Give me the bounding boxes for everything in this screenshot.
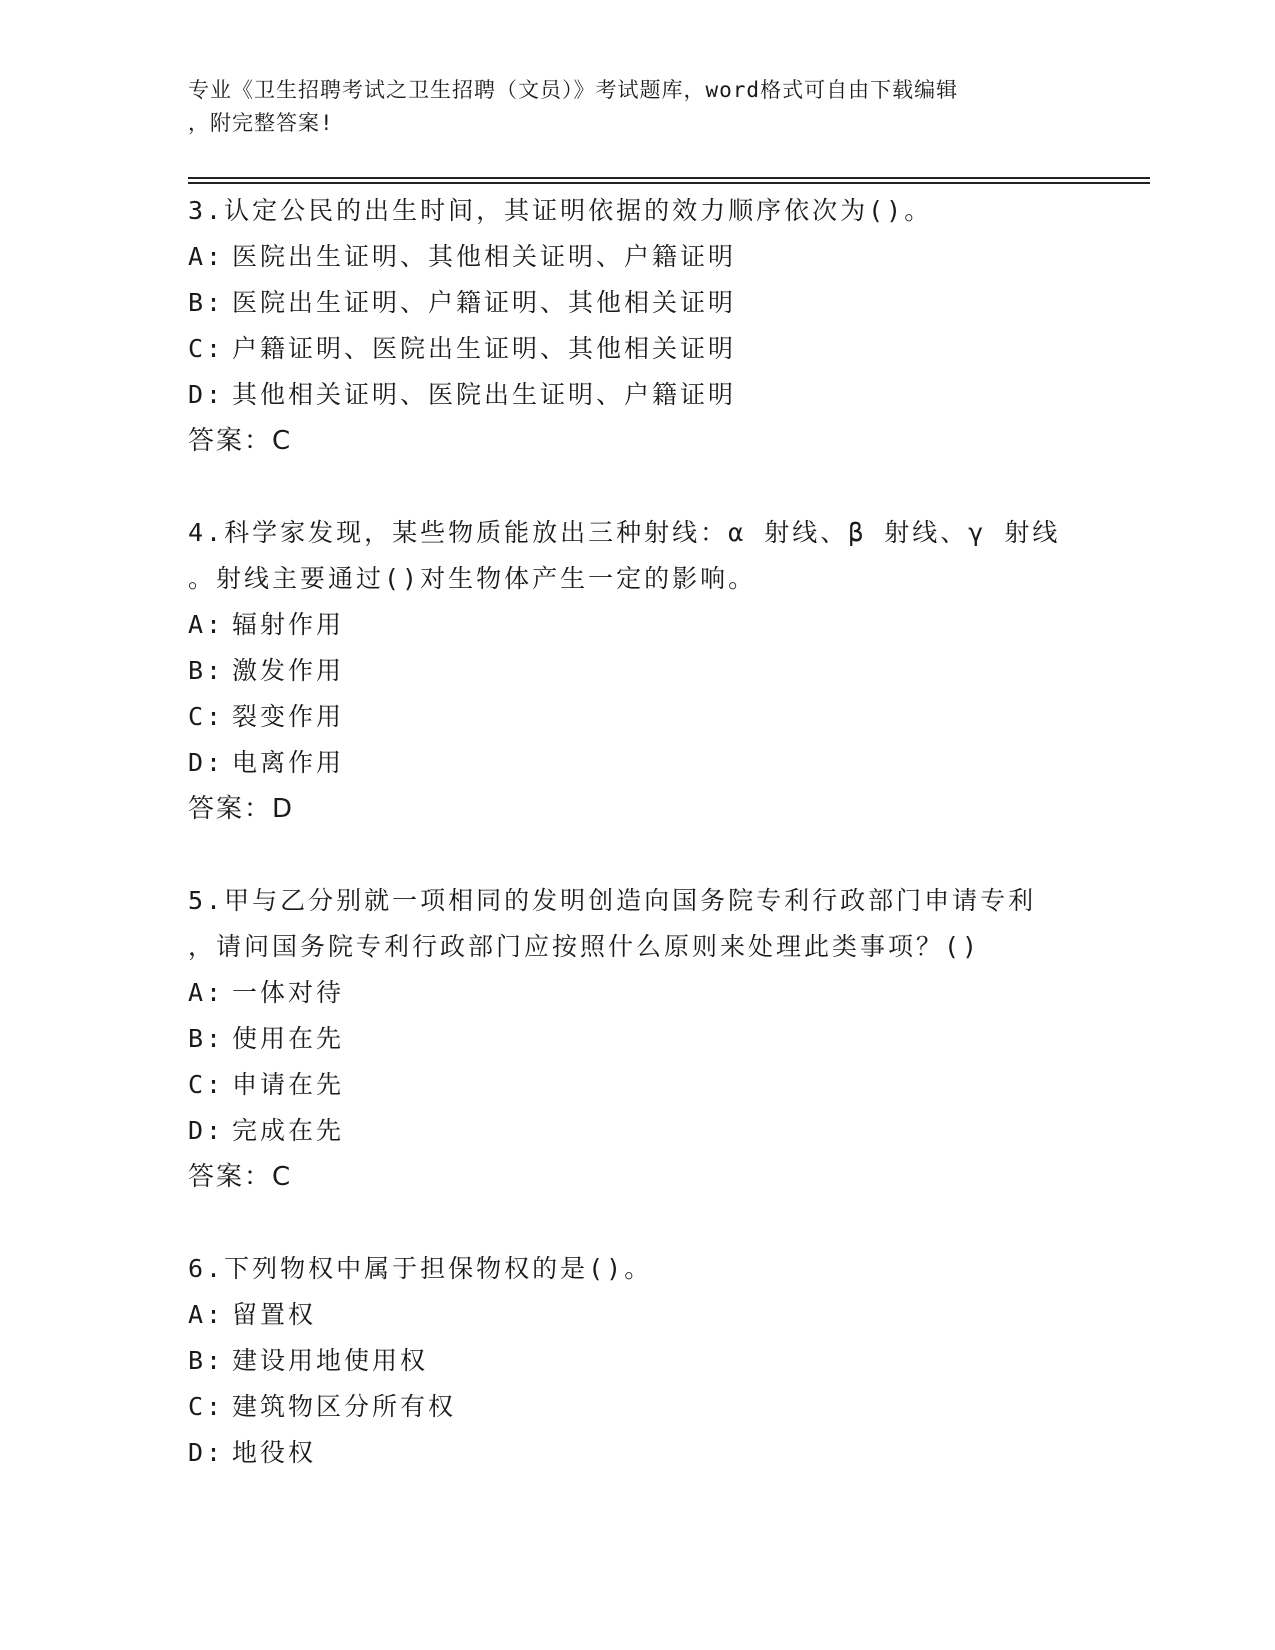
header-line-1: 专业《卫生招聘考试之卫生招聘（文员）》考试题库，word格式可自由下载编辑 (188, 78, 959, 102)
spacer (188, 832, 1088, 878)
option-text: 建筑物区分所有权 (232, 1392, 457, 1421)
option-key: D: (188, 1438, 225, 1467)
option-text: 使用在先 (232, 1024, 345, 1053)
option-c (188, 1384, 1088, 1430)
question-block (188, 878, 1088, 1200)
option-key: C: (188, 1070, 225, 1099)
option-key: B: (188, 1024, 225, 1053)
answer-line: 答案：C (188, 1162, 293, 1192)
option-d (188, 372, 1088, 418)
option-key: C: (188, 1392, 225, 1421)
option-a (188, 1292, 1088, 1338)
option-text: 留置权 (232, 1300, 317, 1329)
header-line-2: ，附完整答案! (188, 111, 334, 135)
option-key: C: (188, 334, 225, 363)
question-text: 5.甲与乙分别就一项相同的发明创造向国务院专利行政部门申请专利 (188, 886, 1037, 915)
question-text-continued: 。射线主要通过()对生物体产生一定的影响。 (188, 564, 757, 593)
option-key: B: (188, 288, 225, 317)
option-text: 其他相关证明、医院出生证明、户籍证明 (232, 380, 737, 409)
option-text: 完成在先 (232, 1116, 345, 1145)
question-block (188, 510, 1088, 832)
option-key: B: (188, 656, 225, 685)
document-header (188, 74, 1068, 140)
option-key: C: (188, 702, 225, 731)
option-b (188, 1338, 1088, 1384)
option-d (188, 1430, 1088, 1476)
question-list (188, 188, 1088, 1476)
question-block (188, 188, 1088, 464)
option-text: 一体对待 (232, 978, 345, 1007)
option-key: A: (188, 1300, 225, 1329)
option-text: 医院出生证明、其他相关证明、户籍证明 (232, 242, 737, 271)
answer-line: 答案：D (188, 794, 295, 824)
question-text-continued: ，请问国务院专利行政部门应按照什么原则来处理此类事项？() (188, 932, 981, 961)
header-rule-bottom (188, 182, 1150, 184)
option-text: 申请在先 (232, 1070, 345, 1099)
option-key: A: (188, 242, 225, 271)
option-text: 地役权 (232, 1438, 317, 1467)
option-a (188, 234, 1088, 280)
option-c (188, 326, 1088, 372)
option-text: 电离作用 (232, 748, 345, 777)
option-b (188, 1016, 1088, 1062)
option-key: A: (188, 978, 225, 1007)
option-d (188, 740, 1088, 786)
option-d (188, 1108, 1088, 1154)
question-text: 4.科学家发现，某些物质能放出三种射线：α 射线、β 射线、γ 射线 (188, 518, 1061, 547)
option-text: 裂变作用 (232, 702, 345, 731)
option-text: 辐射作用 (232, 610, 345, 639)
option-c (188, 694, 1088, 740)
header-rule-top (188, 177, 1150, 179)
option-text: 医院出生证明、户籍证明、其他相关证明 (232, 288, 737, 317)
option-key: D: (188, 380, 225, 409)
option-b (188, 648, 1088, 694)
option-key: B: (188, 1346, 225, 1375)
answer-line: 答案：C (188, 426, 293, 456)
option-a (188, 970, 1088, 1016)
question-block (188, 1246, 1088, 1476)
spacer (188, 1200, 1088, 1246)
option-c (188, 1062, 1088, 1108)
option-text: 激发作用 (232, 656, 345, 685)
option-key: D: (188, 1116, 225, 1145)
option-text: 建设用地使用权 (232, 1346, 429, 1375)
option-key: A: (188, 610, 225, 639)
question-text: 6.下列物权中属于担保物权的是()。 (188, 1254, 653, 1283)
question-text: 3.认定公民的出生时间，其证明依据的效力顺序依次为()。 (188, 196, 933, 225)
option-b (188, 280, 1088, 326)
option-key: D: (188, 748, 225, 777)
option-text: 户籍证明、医院出生证明、其他相关证明 (232, 334, 737, 363)
spacer (188, 464, 1088, 510)
option-a (188, 602, 1088, 648)
